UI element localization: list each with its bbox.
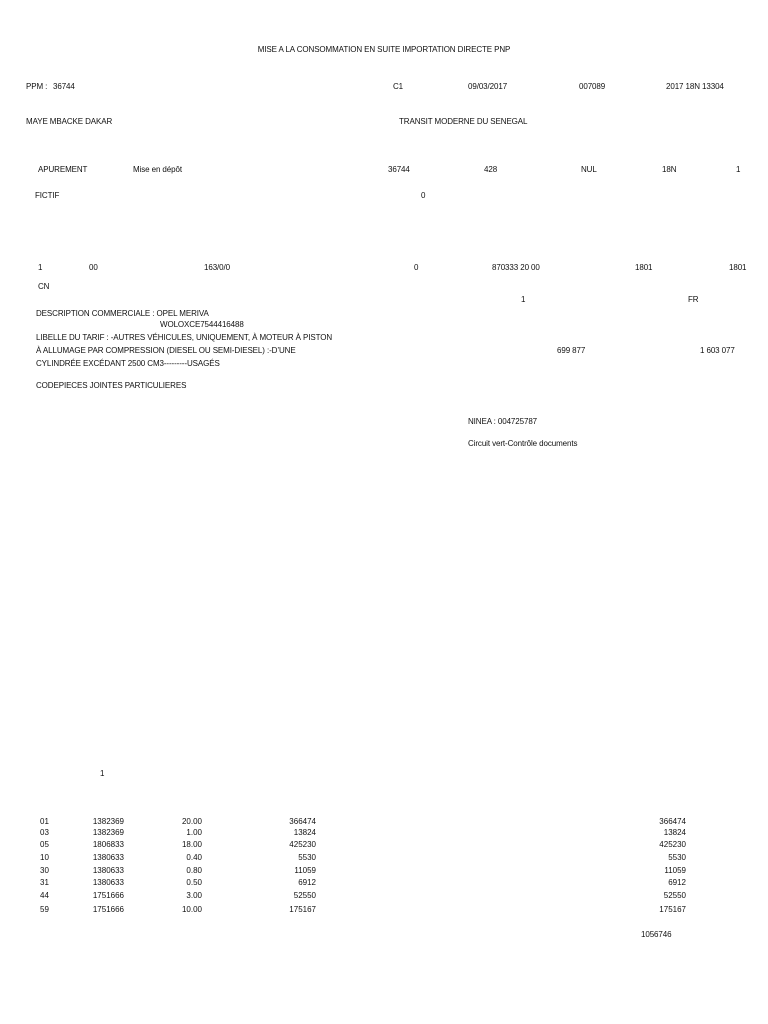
- tax-total: 5530: [668, 853, 686, 862]
- article-weight-b: 1801: [729, 263, 747, 272]
- tax-code: 31: [40, 878, 49, 887]
- article-origin: CN: [38, 282, 50, 291]
- article-chassis: WOLOXCE7544416488: [160, 320, 244, 329]
- declaration-code: C1: [393, 82, 404, 91]
- tax-code: 03: [40, 828, 49, 837]
- tax-rate: 18.00: [181, 840, 202, 849]
- table-row: [0, 840, 768, 852]
- document-title: MISE A LA CONSOMMATION EN SUITE IMPORTATION DIRECTE PNP: [257, 45, 511, 54]
- declaration-number: 007089: [579, 82, 606, 91]
- declarant-name: TRANSIT MODERNE DU SENEGAL: [399, 117, 528, 126]
- apurement-type: Mise en dépôt: [133, 165, 182, 174]
- apurement-ppm: 36744: [388, 165, 410, 174]
- tax-total: 175167: [659, 905, 686, 914]
- table-row: [0, 866, 768, 878]
- tax-total: 366474: [659, 817, 686, 826]
- apurement-count: 1: [736, 165, 741, 174]
- tax-base: 1806833: [92, 840, 124, 849]
- article-libelle-1: LIBELLE DU TARIF : -AUTRES VÉHICULES, UNIQUEMENT, À MOTEUR À PISTON: [36, 333, 333, 342]
- tax-total: 13824: [663, 828, 686, 837]
- tax-code: 30: [40, 866, 49, 875]
- tax-total: 11059: [664, 866, 686, 875]
- article-tariff: 870333 20 00: [492, 263, 540, 272]
- grand-total: 1056746: [641, 930, 672, 939]
- tax-rate: 0.40: [186, 853, 202, 862]
- tax-base: 1380633: [92, 866, 124, 875]
- ninea: NINEA : 004725787: [468, 417, 538, 426]
- tax-code: 44: [40, 891, 49, 900]
- tax-base: 1380633: [92, 853, 124, 862]
- tax-amount: 425230: [289, 840, 316, 849]
- tax-rate: 20.00: [181, 817, 202, 826]
- tax-base: 1751666: [92, 905, 124, 914]
- article-description: DESCRIPTION COMMERCIALE : OPEL MERIVA: [36, 309, 209, 318]
- tax-rate: 0.80: [186, 866, 202, 875]
- article-country: FR: [688, 295, 699, 304]
- declaration-date: 09/03/2017: [468, 82, 508, 91]
- tax-rate: 1.00: [186, 828, 202, 837]
- tax-amount: 52550: [293, 891, 316, 900]
- tax-amount: 5530: [298, 853, 316, 862]
- tax-code: 10: [40, 853, 49, 862]
- apurement-bureau: 18N: [662, 165, 677, 174]
- tax-base: 1751666: [92, 891, 124, 900]
- circuit: Circuit vert-Contrôle documents: [468, 439, 578, 448]
- article-libelle-3: CYLINDRÉE EXCÉDANT 2500 CM3---------USAGÉS: [36, 359, 220, 368]
- article-ref: 163/0/0: [204, 263, 230, 272]
- fictif-label: FICTIF: [35, 191, 60, 200]
- page-marker: 1: [100, 769, 105, 778]
- tax-rate: 10.00: [181, 905, 202, 914]
- tax-rate: 0.50: [186, 878, 202, 887]
- tax-amount: 11059: [294, 866, 316, 875]
- article-qty: 1: [521, 295, 526, 304]
- tax-rate: 3.00: [186, 891, 202, 900]
- table-row: [0, 853, 768, 865]
- tax-code: 01: [40, 817, 49, 826]
- table-row: [0, 905, 768, 917]
- tax-total: 52550: [663, 891, 686, 900]
- ppm-label: PPM :: [26, 82, 48, 91]
- apurement-label: APUREMENT: [38, 165, 88, 174]
- tax-table: [0, 817, 768, 917]
- tax-amount: 13824: [293, 828, 316, 837]
- article-number: 1: [38, 263, 43, 272]
- declaration-reference: 2017 18N 13304: [666, 82, 724, 91]
- tax-base: 1380633: [92, 878, 124, 887]
- tax-amount: 6912: [298, 878, 316, 887]
- tax-total: 425230: [659, 840, 686, 849]
- tax-base: 1382369: [92, 817, 124, 826]
- tax-amount: 366474: [289, 817, 316, 826]
- tax-total: 6912: [668, 878, 686, 887]
- article-zero: 0: [414, 263, 419, 272]
- table-row: [0, 891, 768, 903]
- tax-code: 59: [40, 905, 49, 914]
- table-row: [0, 828, 768, 840]
- ppm-value: 36744: [53, 82, 75, 91]
- article-value-caf: 1 603 077: [700, 346, 735, 355]
- tax-base: 1382369: [92, 828, 124, 837]
- article-libelle-2: À ALLUMAGE PAR COMPRESSION (DIESEL OU SEMI-DIESEL) :-D’UNE: [36, 346, 296, 355]
- importer-name: MAYE MBACKE DAKAR: [26, 117, 113, 126]
- article-code: 00: [89, 263, 98, 272]
- pieces-jointes: CODEPIECES JOINTES PARTICULIERES: [36, 381, 187, 390]
- table-row: [0, 878, 768, 890]
- tax-code: 05: [40, 840, 49, 849]
- fictif-value: 0: [421, 191, 426, 200]
- article-value-fob: 699 877: [557, 346, 586, 355]
- article-weight-a: 1801: [635, 263, 653, 272]
- apurement-status: NUL: [581, 165, 597, 174]
- apurement-number: 428: [484, 165, 498, 174]
- tax-amount: 175167: [289, 905, 316, 914]
